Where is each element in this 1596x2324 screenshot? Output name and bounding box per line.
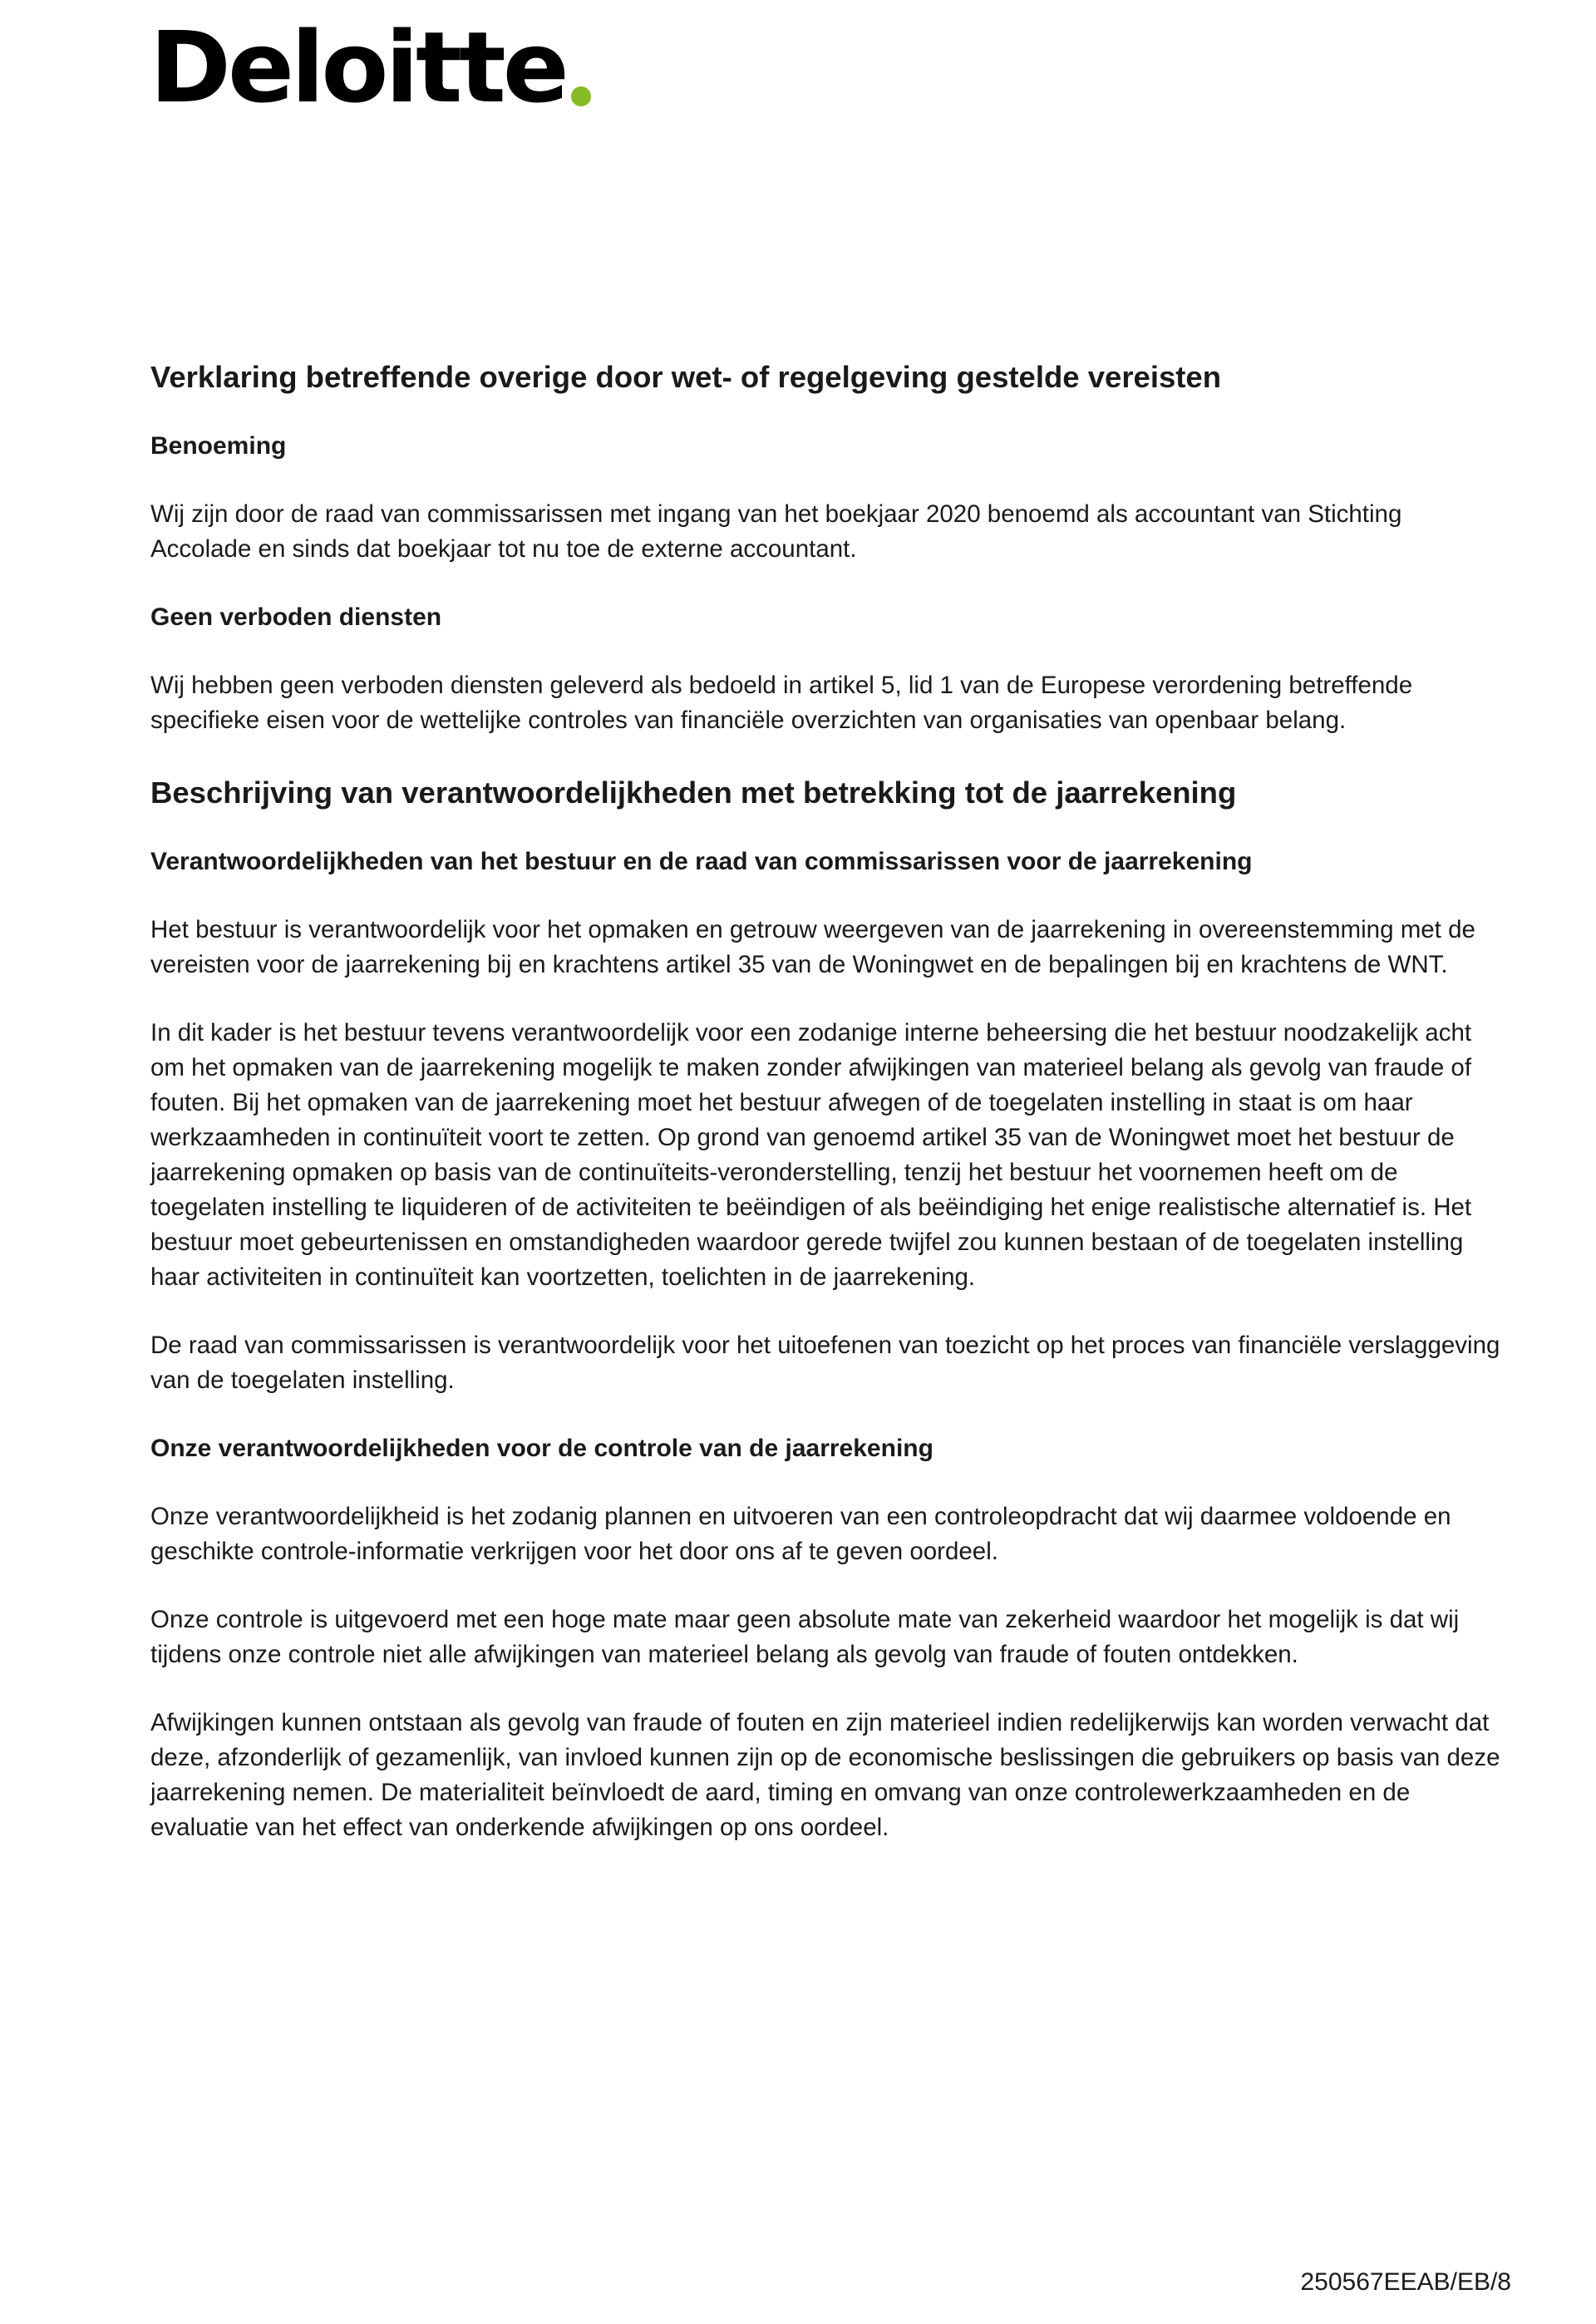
paragraph-appointment: Wij zijn door de raad van commissarissen met ingang van het boekjaar 2020 benoemd als accountant van Stichting Accolade en sinds dat boekjaar tot nu toe de externe accountant. <box>150 500 1402 563</box>
deloitte-logo <box>150 10 591 125</box>
subheading-no-prohibited-services: Geen verboden diensten <box>150 603 442 631</box>
subheading-appointment: Benoeming <box>150 432 287 460</box>
footer-reference-code: 250567EEAB/EB/8 <box>1300 2268 1511 2296</box>
paragraph-assurance-level: Onze controle is uitgevoerd met een hoge mate maar geen absolute mate van zekerheid waardoor het mogelijk is dat wij tijdens onze controle niet alle afwijkingen van materieel belang als gevolg van fraude of fouten ontdekken. <box>150 1606 1460 1668</box>
subheading-board-responsibilities: Verantwoordelijkheden van het bestuur en de raad van commissarissen voor de jaarrekening <box>150 848 1253 875</box>
section-heading-other-requirements: Verklaring betreffende overige door wet- of regelgeving gestelde vereisten <box>150 360 1222 394</box>
section-heading-responsibilities: Beschrijving van verantwoordelijkheden met betrekking tot de jaarrekening <box>150 775 1237 810</box>
paragraph-materiality: Afwijkingen kunnen ontstaan als gevolg van fraude of fouten en zijn materieel indien redelijkerwijs kan worden verwacht dat deze, afzonderlijk of gezamenlijk, van invloed kunnen zijn op de economische beslissingen die gebruikers op basis van deze jaarrekening nemen. De materialiteit beïnvloedt de aard, timing en omvang van onze controlewerkzaamheden en de evaluatie van het effect van onderkende afwijkingen op ons oordeel. <box>150 1709 1500 1841</box>
paragraph-internal-control: In dit kader is het bestuur tevens verantwoordelijk voor een zodanige interne beheersing die het bestuur noodzakelijk acht om het opmaken van de jaarrekening mogelijk te maken zonder afwijkingen van materieel belang als gevolg van fraude of fouten. Bij het opmaken van de jaarrekening moet het bestuur afwegen of de toegelaten instelling in staat is om haar werkzaamheden in continuïteit voort te zetten. Op grond van genoemd artikel 35 van de Woningwet moet het bestuur de jaarrekening opmaken op basis van de continuïteits-veronderstelling, tenzij het bestuur het voornemen heeft om de toegelaten instelling te liquideren of de activiteiten te beëindigen of als beëindiging het enige realistische alternatief is. Het bestuur moet gebeurtenissen en omstandigheden waardoor gerede twijfel zou kunnen bestaan of de toegelaten instelling haar activiteiten in continuïteit kan voortzetten, toelichten in de jaarrekening. <box>150 1019 1472 1291</box>
paragraph-board-responsibility: Het bestuur is verantwoordelijk voor het opmaken en getrouw weergeven van de jaarrekening in overeenstemming met de vereisten voor de jaarrekening bij en krachtens artikel 35 van de Woningwet en de bepalingen bij en krachtens de WNT. <box>150 916 1475 978</box>
paragraph-audit-responsibility: Onze verantwoordelijkheid is het zodanig plannen en uitvoeren van een controleopdracht dat wij daarmee voldoende en geschikte controle-informatie verkrijgen voor het door ons af te geven oordeel. <box>150 1503 1451 1565</box>
paragraph-supervisory-board: De raad van commissarissen is verantwoordelijk voor het uitoefenen van toezicht op het proces van financiële verslaggeving van de toegelaten instelling. <box>150 1332 1500 1394</box>
paragraph-no-prohibited-services: Wij hebben geen verboden diensten geleverd als bedoeld in artikel 5, lid 1 van de Europese verordening betreffende specifieke eisen voor de wettelijke controles van financiële overzichten van organisaties van openbaar belang. <box>150 672 1413 734</box>
logo-wordmark: Deloitte <box>150 10 566 125</box>
logo-green-dot <box>571 86 591 106</box>
subheading-audit-responsibilities: Onze verantwoordelijkheden voor de controle van de jaarrekening <box>150 1435 933 1462</box>
document-body <box>150 359 1505 1845</box>
